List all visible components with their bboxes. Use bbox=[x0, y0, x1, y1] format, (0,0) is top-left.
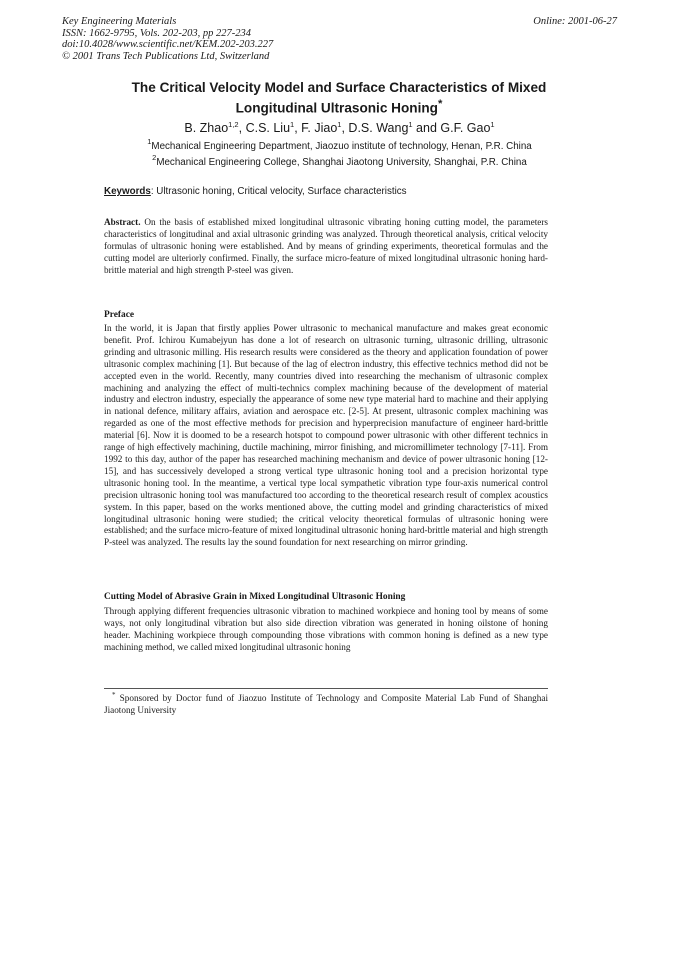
author-affiliation-mark: 1 bbox=[337, 120, 342, 129]
title-line-2-text: Longitudinal Ultrasonic Honing bbox=[235, 100, 438, 116]
paper-title bbox=[70, 79, 608, 117]
doi-line: doi:10.4028/www.scientific.net/KEM.202-203.227 bbox=[62, 39, 274, 51]
author-separator: and bbox=[412, 121, 441, 135]
affiliation-text: Mechanical Engineering College, Shanghai Jiaotong University, Shanghai, P.R. China bbox=[156, 157, 527, 168]
affiliation-mark: 1 bbox=[147, 137, 152, 146]
journal-name: Key Engineering Materials bbox=[62, 16, 177, 27]
author-affiliation-mark: 1,2 bbox=[228, 120, 239, 129]
abstract bbox=[104, 217, 548, 277]
author-affiliation-mark: 1 bbox=[490, 120, 495, 129]
author-separator: , bbox=[294, 121, 302, 135]
author-name: C.S. Liu bbox=[245, 121, 291, 135]
keywords-label: Keywords bbox=[104, 186, 151, 197]
author-name: D.S. Wang bbox=[348, 121, 409, 135]
author-affiliation-mark: 1 bbox=[408, 120, 413, 129]
copyright-line: © 2001 Trans Tech Publications Ltd, Switzerland bbox=[62, 50, 270, 62]
affiliation-text: Mechanical Engineering Department, Jiaozuo institute of technology, Henan, P.R. China bbox=[151, 141, 532, 152]
publication-header bbox=[62, 16, 617, 62]
cutting-model-paragraph: Through applying different frequencies ultrasonic vibration to machined workpiece and honing tool by means of some ways, not only longitudinal vibration but also side direction vibration was generated in honing oilstone of honing header. Machining workpiece through compounding those vibrations with common honing is defined as a new type machining method, we called mixed longitudinal ultrasonic honing bbox=[104, 606, 548, 652]
affiliation-2 bbox=[62, 153, 617, 169]
footnote bbox=[104, 693, 548, 717]
author-list bbox=[62, 121, 617, 136]
keywords bbox=[104, 186, 584, 198]
author-name: F. Jiao bbox=[301, 121, 338, 135]
title-line-2 bbox=[70, 96, 608, 117]
author-name: G.F. Gao bbox=[440, 121, 491, 135]
online-date: Online: 2001-06-27 bbox=[533, 16, 617, 27]
author-affiliation-mark: 1 bbox=[290, 120, 295, 129]
affiliation-mark: 2 bbox=[152, 153, 157, 162]
preface-paragraph: In the world, it is Japan that firstly applies Power ultrasonic to mechanical manufacture and makes great economic benefit. Prof. Ichirou Kumabejyun has done a lot of research on ultrasonic turning, ultrasonic drilling, ultrasonic grinding and ultrasonic milling. His research results were considered as the theory and application foundation of power ultrasonic complex machining [1]. But because of the lag of electron industry, this effective technics method did not be accepted even in the world. Recently, many countries dived into researching the mechanism of ultrasonic complex machining and analyzing the effect of multi-technics complex machining because of the development of material industry and electron industry, especially the appearance of some new type material hard to machine and their applying in national defence, military affairs, aviation and aerospace etc. [2-5]. At present, ultrasonic complex machining was regarded as one of the most effective methods for precision and hyperprecision manufacture of engineer hard-brittle material [6]. Now it is doomed to be a research hotspot to compound power ultrasonic with other different technics in range of high effectively machining, ductile machining, mirror finishing, and micromillimeter technology [7-11]. From 1992 to this day, author of the paper has researched machining mechanism and device of power ultrasonic honing [12-15], and has successively developed a strong vertical type ultrasonic honing tool and a precision horizontal type ultrasonic honing tool. In the meantime, a vertical type local sympathetic vibration type four-axis numerical control precision ultrasonic honing tool was manufactured too according to the theoretical research result of complex acoustics system. In this paper, based on the works mentioned above, the cutting model and grinding characteristics of mixed longitudinal ultrasonic honing were studied; the critical velocity theoretical formulas of ultrasonic honing were established; and the surface micro-feature of mixed longitudinal ultrasonic honing hard-brittle material and high strength P-steel was analyzed. The results lay the sound foundation for next researching on mirror grinding. bbox=[104, 323, 548, 548]
author-separator: , bbox=[238, 121, 246, 135]
footnote-divider bbox=[104, 688, 548, 689]
footnote-mark: * bbox=[112, 691, 116, 699]
preface-heading: Preface bbox=[104, 310, 135, 320]
cutting-model-heading: Cutting Model of Abrasive Grain in Mixed Longitudinal Ultrasonic Honing bbox=[104, 592, 406, 602]
abstract-text: On the basis of established mixed longitudinal ultrasonic vibrating honing cutting model, the parameters characteristics of longitudinal and axial ultrasonic grinding was analyzed. Through theoretical analysis, critical velocity formulas of ultrasonic honing were established. And by means of grinding experiments, theoretical formulas and the cutting model are ulteriorly confirmed. Finally, the surface micro-feature of mixed longitudinal ultrasonic honing hard-brittle material and high strength P-steel was given. bbox=[104, 217, 548, 275]
affiliation-1 bbox=[62, 137, 617, 153]
author-separator: , bbox=[341, 121, 349, 135]
title-footnote-mark: * bbox=[437, 98, 443, 110]
author-name: B. Zhao bbox=[184, 121, 229, 135]
title-line-1: The Critical Velocity Model and Surface Characteristics of Mixed bbox=[131, 80, 547, 95]
footnote-text: Sponsored by Doctor fund of Jiaozuo Institute of Technology and Composite Material Lab Fund of Shanghai Jiaotong University bbox=[104, 693, 548, 715]
abstract-label: Abstract. bbox=[104, 217, 141, 227]
issn-line: ISSN: 1662-9795, Vols. 202-203, pp 227-234 bbox=[62, 27, 251, 39]
keywords-text: : Ultrasonic honing, Critical velocity, Surface characteristics bbox=[150, 186, 407, 197]
